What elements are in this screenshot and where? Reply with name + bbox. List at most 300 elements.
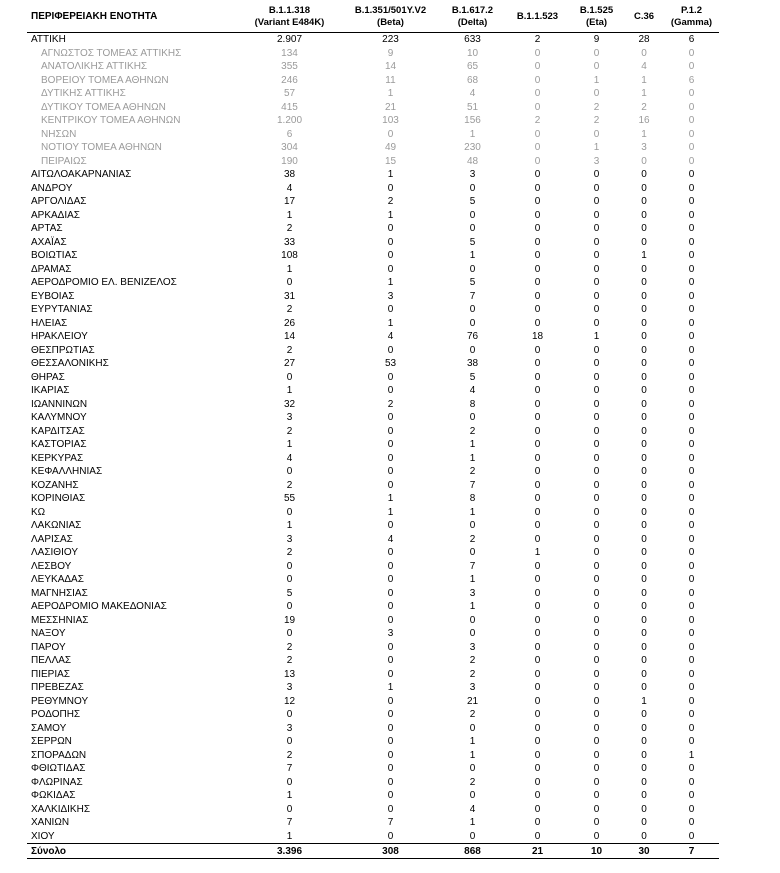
count-cell: 0: [387, 560, 394, 572]
count-cell: 0: [593, 371, 600, 383]
count-cell: 9: [387, 47, 394, 59]
count-cell: 0: [387, 709, 394, 721]
count-cell: 0: [534, 506, 541, 518]
count-cell: 0: [688, 304, 695, 316]
count-cell: 1: [469, 817, 476, 829]
count-cell: 0: [534, 344, 541, 356]
count-cell: 0: [688, 169, 695, 181]
region-name-cell: ΙΚΑΡΙΑΣ: [31, 385, 70, 397]
count-cell: 0: [387, 790, 394, 802]
count-cell: 0: [688, 722, 695, 734]
count-cell: 0: [387, 479, 394, 491]
region-name-cell: ΛΕΥΚΑΔΑΣ: [31, 574, 84, 586]
table-row: [27, 519, 719, 533]
count-cell: 0: [688, 776, 695, 788]
region-name-cell: ΡΕΘΥΜΝΟΥ: [31, 695, 89, 707]
table-subrow: [27, 128, 719, 142]
count-cell: 0: [641, 533, 647, 545]
table-row: [27, 290, 719, 304]
region-name-cell: ΛΑΡΙΣΑΣ: [31, 533, 73, 545]
count-cell: 0: [593, 763, 600, 775]
table-row: [27, 614, 719, 628]
total-cell: 3.396: [276, 845, 303, 857]
count-cell: 0: [534, 682, 541, 694]
table-subrow: [27, 60, 719, 74]
total-cell: 868: [464, 845, 481, 857]
region-name-cell: ΠΡΕΒΕΖΑΣ: [31, 682, 84, 694]
count-cell: 0: [688, 223, 695, 235]
table-row: [27, 195, 719, 209]
column-header-p12: P.1.2 (Gamma): [670, 5, 713, 28]
region-name-cell: ΑΓΝΩΣΤΟΣ ΤΟΜΕΑΣ ΑΤΤΙΚΗΣ: [41, 47, 182, 59]
count-cell: 0: [534, 385, 541, 397]
table-subrow: [27, 74, 719, 88]
count-cell: 5: [286, 587, 293, 599]
count-cell: 0: [593, 277, 600, 289]
count-cell: 1: [469, 749, 476, 761]
table-row: [27, 560, 719, 574]
count-cell: 134: [281, 47, 298, 59]
count-cell: 0: [387, 304, 394, 316]
count-cell: 2: [534, 34, 541, 46]
count-cell: 0: [534, 88, 541, 100]
count-cell: 0: [641, 776, 647, 788]
count-cell: 0: [688, 668, 695, 680]
count-cell: 0: [469, 304, 476, 316]
count-cell: 2: [469, 466, 476, 478]
count-cell: 16: [638, 115, 650, 127]
count-cell: 1: [593, 142, 600, 154]
count-cell: 0: [387, 182, 394, 194]
count-cell: 13: [283, 668, 296, 680]
table-subrow: [27, 87, 719, 101]
count-cell: 0: [469, 790, 476, 802]
count-cell: 0: [593, 641, 600, 653]
count-cell: 0: [688, 277, 695, 289]
count-cell: 0: [593, 709, 600, 721]
count-cell: 0: [534, 182, 541, 194]
count-cell: 223: [382, 34, 399, 46]
count-cell: 0: [688, 155, 695, 167]
count-cell: 1: [534, 547, 541, 559]
count-cell: 0: [534, 574, 541, 586]
count-cell: 0: [593, 587, 600, 599]
count-cell: 0: [593, 790, 600, 802]
count-cell: 7: [387, 817, 394, 829]
count-cell: 7: [286, 763, 293, 775]
count-cell: 38: [283, 169, 296, 181]
count-cell: 0: [641, 601, 647, 613]
count-cell: 0: [534, 763, 541, 775]
table-row: [27, 479, 719, 493]
count-cell: 0: [641, 722, 647, 734]
count-cell: 6: [688, 34, 695, 46]
count-cell: 0: [641, 668, 647, 680]
count-cell: 0: [641, 439, 647, 451]
variants-by-region-table: [27, 2, 719, 858]
region-name-cell: ΠΙΕΡΙΑΣ: [31, 668, 70, 680]
count-cell: 0: [593, 196, 600, 208]
table-row: [27, 465, 719, 479]
region-name-cell: ΑΡΚΑΔΙΑΣ: [31, 209, 80, 221]
count-cell: 3: [469, 682, 476, 694]
count-cell: 0: [534, 668, 541, 680]
count-cell: 0: [593, 236, 600, 248]
count-cell: 0: [286, 628, 293, 640]
count-cell: 1: [387, 88, 394, 100]
table-row: [27, 708, 719, 722]
count-cell: 19: [283, 614, 296, 626]
count-cell: 0: [593, 466, 600, 478]
table-subrow: [27, 47, 719, 61]
table-row: [27, 681, 719, 695]
count-cell: 2: [286, 425, 293, 437]
region-name-cell: ΛΕΣΒΟΥ: [31, 560, 72, 572]
table-row: [27, 546, 719, 560]
count-cell: 1: [387, 169, 394, 181]
count-cell: 0: [534, 371, 541, 383]
count-cell: 0: [593, 263, 600, 275]
region-name-cell: ΒΟΡΕΙΟΥ ΤΟΜΕΑ ΑΘΗΝΩΝ: [41, 74, 169, 86]
table-row: [27, 168, 719, 182]
count-cell: 2: [593, 101, 600, 113]
count-cell: 0: [534, 614, 541, 626]
table-row: [27, 533, 719, 547]
count-cell: 0: [387, 803, 394, 815]
count-cell: 0: [469, 209, 476, 221]
count-cell: 0: [688, 425, 695, 437]
count-cell: 0: [593, 803, 600, 815]
count-cell: 1: [286, 520, 293, 532]
total-row: [27, 844, 719, 859]
count-cell: 0: [688, 250, 695, 262]
count-cell: 3: [641, 142, 647, 154]
count-cell: 1: [469, 574, 476, 586]
count-cell: 0: [387, 223, 394, 235]
count-cell: 0: [593, 749, 600, 761]
count-cell: 0: [469, 830, 476, 842]
count-cell: 0: [387, 547, 394, 559]
count-cell: 0: [593, 398, 600, 410]
count-cell: 0: [688, 128, 695, 140]
count-cell: 4: [469, 803, 476, 815]
count-cell: 3: [469, 641, 476, 653]
count-cell: 0: [286, 776, 293, 788]
region-name-cell: ΑΝΔΡΟΥ: [31, 182, 73, 194]
count-cell: 0: [286, 506, 293, 518]
count-cell: 0: [641, 560, 647, 572]
count-cell: 0: [688, 61, 695, 73]
count-cell: 1: [286, 830, 293, 842]
count-cell: 0: [593, 169, 600, 181]
count-cell: 0: [593, 614, 600, 626]
count-cell: 0: [534, 304, 541, 316]
count-cell: 1: [387, 682, 394, 694]
count-cell: 0: [688, 101, 695, 113]
count-cell: 5: [469, 236, 476, 248]
count-cell: 0: [387, 520, 394, 532]
count-cell: 4: [469, 385, 476, 397]
count-cell: 7: [469, 560, 476, 572]
count-cell: 21: [384, 101, 397, 113]
table-row: [27, 411, 719, 425]
count-cell: 0: [641, 196, 647, 208]
count-cell: 190: [281, 155, 298, 167]
region-name-cell: ΦΘΙΩΤΙΔΑΣ: [31, 763, 86, 775]
count-cell: 0: [688, 574, 695, 586]
count-cell: 0: [534, 61, 541, 73]
total-cell: 308: [382, 845, 399, 857]
table-row: [27, 776, 719, 790]
count-cell: 0: [469, 628, 476, 640]
count-cell: 3: [286, 722, 293, 734]
region-name-cell: ΝΗΣΩΝ: [41, 128, 77, 140]
count-cell: 0: [469, 520, 476, 532]
region-name-cell: ΑΧΑΪΑΣ: [31, 236, 67, 248]
count-cell: 0: [387, 776, 394, 788]
count-cell: 0: [593, 88, 600, 100]
count-cell: 0: [641, 493, 647, 505]
count-cell: 0: [641, 506, 647, 518]
count-cell: 0: [286, 736, 293, 748]
count-cell: 0: [593, 439, 600, 451]
count-cell: 0: [387, 736, 394, 748]
count-cell: 28: [638, 34, 650, 46]
count-cell: 8: [469, 493, 476, 505]
count-cell: 2.907: [276, 34, 303, 46]
count-cell: 0: [641, 290, 647, 302]
total-label: Σύνολο: [31, 845, 67, 857]
count-cell: 2: [593, 115, 600, 127]
column-header-region: ΠΕΡΙΦΕΡΕΙΑΚΗ ΕΝΟΤΗΤΑ: [31, 11, 158, 22]
count-cell: 0: [688, 506, 695, 518]
count-cell: 0: [387, 344, 394, 356]
count-cell: 0: [534, 466, 541, 478]
count-cell: 0: [387, 655, 394, 667]
count-cell: 1: [469, 128, 476, 140]
count-cell: 0: [641, 209, 647, 221]
count-cell: 0: [387, 263, 394, 275]
count-cell: 0: [641, 317, 647, 329]
count-cell: 53: [384, 358, 397, 370]
total-cell: 10: [590, 845, 603, 857]
region-name-cell: ΔΡΑΜΑΣ: [31, 263, 72, 275]
count-cell: 0: [641, 304, 647, 316]
table-row: [27, 573, 719, 587]
count-cell: 9: [593, 34, 600, 46]
table-row: [27, 438, 719, 452]
count-cell: 0: [534, 223, 541, 235]
count-cell: 1: [286, 385, 293, 397]
count-cell: 0: [688, 115, 695, 127]
count-cell: 108: [281, 250, 298, 262]
count-cell: 2: [534, 115, 541, 127]
count-cell: 0: [593, 128, 600, 140]
region-name-cell: ΚΑΛΥΜΝΟΥ: [31, 412, 87, 424]
column-header-b1525: B.1.525 (Eta): [579, 5, 614, 28]
count-cell: 1: [641, 88, 647, 100]
count-cell: 0: [688, 736, 695, 748]
variant-table-sheet: [27, 2, 719, 859]
count-cell: 1: [286, 439, 293, 451]
table-row: [27, 749, 719, 763]
region-name-cell: ΚΕΦΑΛΛΗΝΙΑΣ: [31, 466, 103, 478]
count-cell: 0: [387, 425, 394, 437]
table-row: [27, 627, 719, 641]
count-cell: 0: [641, 425, 647, 437]
count-cell: 0: [688, 142, 695, 154]
count-cell: 0: [688, 695, 695, 707]
region-name-cell: ΣΕΡΡΩΝ: [31, 736, 72, 748]
count-cell: 0: [534, 196, 541, 208]
count-cell: 0: [641, 614, 647, 626]
count-cell: 0: [534, 101, 541, 113]
table-row: [27, 762, 719, 776]
count-cell: 0: [593, 560, 600, 572]
table-row: [27, 384, 719, 398]
total-cell: 30: [638, 845, 650, 857]
count-cell: 2: [286, 479, 293, 491]
count-cell: 4: [641, 61, 647, 73]
count-cell: 1: [641, 250, 647, 262]
count-cell: 0: [688, 452, 695, 464]
count-cell: 0: [469, 317, 476, 329]
count-cell: 0: [593, 358, 600, 370]
count-cell: 0: [387, 466, 394, 478]
count-cell: 0: [641, 263, 647, 275]
count-cell: 0: [286, 803, 293, 815]
count-cell: 0: [387, 614, 394, 626]
count-cell: 0: [593, 668, 600, 680]
table-row: [27, 654, 719, 668]
total-cell: 21: [531, 845, 544, 857]
region-name-cell: ΠΕΙΡΑΙΩΣ: [41, 155, 87, 167]
table-row: [27, 425, 719, 439]
count-cell: 0: [534, 439, 541, 451]
count-cell: 7: [286, 817, 293, 829]
count-cell: 0: [593, 425, 600, 437]
count-cell: 230: [464, 142, 481, 154]
column-header-b11523: B.1.1.523: [516, 11, 559, 22]
count-cell: 0: [534, 479, 541, 491]
count-cell: 0: [534, 803, 541, 815]
count-cell: 7: [469, 479, 476, 491]
column-header-c36: C.36: [633, 11, 655, 22]
count-cell: 0: [469, 412, 476, 424]
count-cell: 0: [534, 560, 541, 572]
count-cell: 0: [641, 830, 647, 842]
region-name-cell: ΝΑΞΟΥ: [31, 628, 66, 640]
region-name-cell: ΚΑΡΔΙΤΣΑΣ: [31, 425, 85, 437]
count-cell: 0: [688, 466, 695, 478]
count-cell: 0: [688, 520, 695, 532]
count-cell: 2: [286, 304, 293, 316]
count-cell: 0: [387, 385, 394, 397]
count-cell: 2: [286, 223, 293, 235]
count-cell: 0: [593, 682, 600, 694]
table-subrow: [27, 101, 719, 115]
count-cell: 18: [531, 331, 544, 343]
count-cell: 0: [387, 128, 394, 140]
count-cell: 0: [641, 182, 647, 194]
count-cell: 0: [286, 709, 293, 721]
count-cell: 1: [593, 74, 600, 86]
count-cell: 0: [534, 452, 541, 464]
count-cell: 0: [688, 88, 695, 100]
count-cell: 0: [688, 479, 695, 491]
count-cell: 26: [283, 317, 296, 329]
count-cell: 0: [641, 358, 647, 370]
count-cell: 0: [534, 736, 541, 748]
count-cell: 0: [387, 641, 394, 653]
count-cell: 0: [688, 547, 695, 559]
count-cell: 0: [641, 547, 647, 559]
count-cell: 0: [534, 425, 541, 437]
count-cell: 3: [286, 682, 293, 694]
count-cell: 0: [593, 520, 600, 532]
table-row: [27, 668, 719, 682]
count-cell: 0: [387, 763, 394, 775]
region-name-cell: ΑΕΡΟΔΡΟΜΙΟ ΕΛ. ΒΕΝΙΖΕΛΟΣ: [31, 277, 177, 289]
region-name-cell: ΝΟΤΙΟΥ ΤΟΜΕΑ ΑΘΗΝΩΝ: [41, 142, 162, 154]
count-cell: 0: [534, 358, 541, 370]
count-cell: 0: [593, 223, 600, 235]
table-row: [27, 452, 719, 466]
count-cell: 0: [641, 155, 647, 167]
count-cell: 0: [593, 628, 600, 640]
count-cell: 0: [593, 817, 600, 829]
region-name-cell: ΔΥΤΙΚΟΥ ΤΟΜΕΑ ΑΘΗΝΩΝ: [41, 101, 166, 113]
count-cell: 0: [641, 385, 647, 397]
table-subrow: [27, 155, 719, 169]
column-header-b1351: B.1.351/501Y.V2 (Beta): [354, 5, 427, 28]
count-cell: 2: [469, 655, 476, 667]
count-cell: 1: [593, 331, 600, 343]
region-name-cell: ΠΑΡΟΥ: [31, 641, 66, 653]
count-cell: 4: [286, 182, 293, 194]
count-cell: 57: [283, 88, 296, 100]
count-cell: 246: [281, 74, 298, 86]
count-cell: 2: [286, 547, 293, 559]
region-name-cell: ΚΕΝΤΡΙΚΟΥ ΤΟΜΕΑ ΑΘΗΝΩΝ: [41, 115, 181, 127]
table-row: [27, 344, 719, 358]
region-name-cell: ΧΙΟΥ: [31, 830, 55, 842]
table-row: [27, 209, 719, 223]
region-name-cell: ΑΡΤΑΣ: [31, 223, 63, 235]
count-cell: 0: [688, 331, 695, 343]
count-cell: 2: [469, 709, 476, 721]
count-cell: 1: [387, 493, 394, 505]
count-cell: 1: [387, 317, 394, 329]
count-cell: 2: [641, 101, 647, 113]
count-cell: 0: [534, 412, 541, 424]
count-cell: 0: [641, 736, 647, 748]
count-cell: 55: [283, 493, 296, 505]
region-name-cell: ΕΥΡΥΤΑΝΙΑΣ: [31, 304, 93, 316]
count-cell: 0: [534, 722, 541, 734]
count-cell: 0: [387, 439, 394, 451]
count-cell: 0: [534, 493, 541, 505]
count-cell: 0: [593, 317, 600, 329]
table-row: [27, 303, 719, 317]
table-row: [27, 492, 719, 506]
count-cell: 0: [688, 628, 695, 640]
count-cell: 304: [281, 142, 298, 154]
count-cell: 0: [688, 830, 695, 842]
table-row: [27, 695, 719, 709]
count-cell: 0: [593, 601, 600, 613]
region-name-cell: ΙΩΑΝΝΙΝΩΝ: [31, 398, 88, 410]
